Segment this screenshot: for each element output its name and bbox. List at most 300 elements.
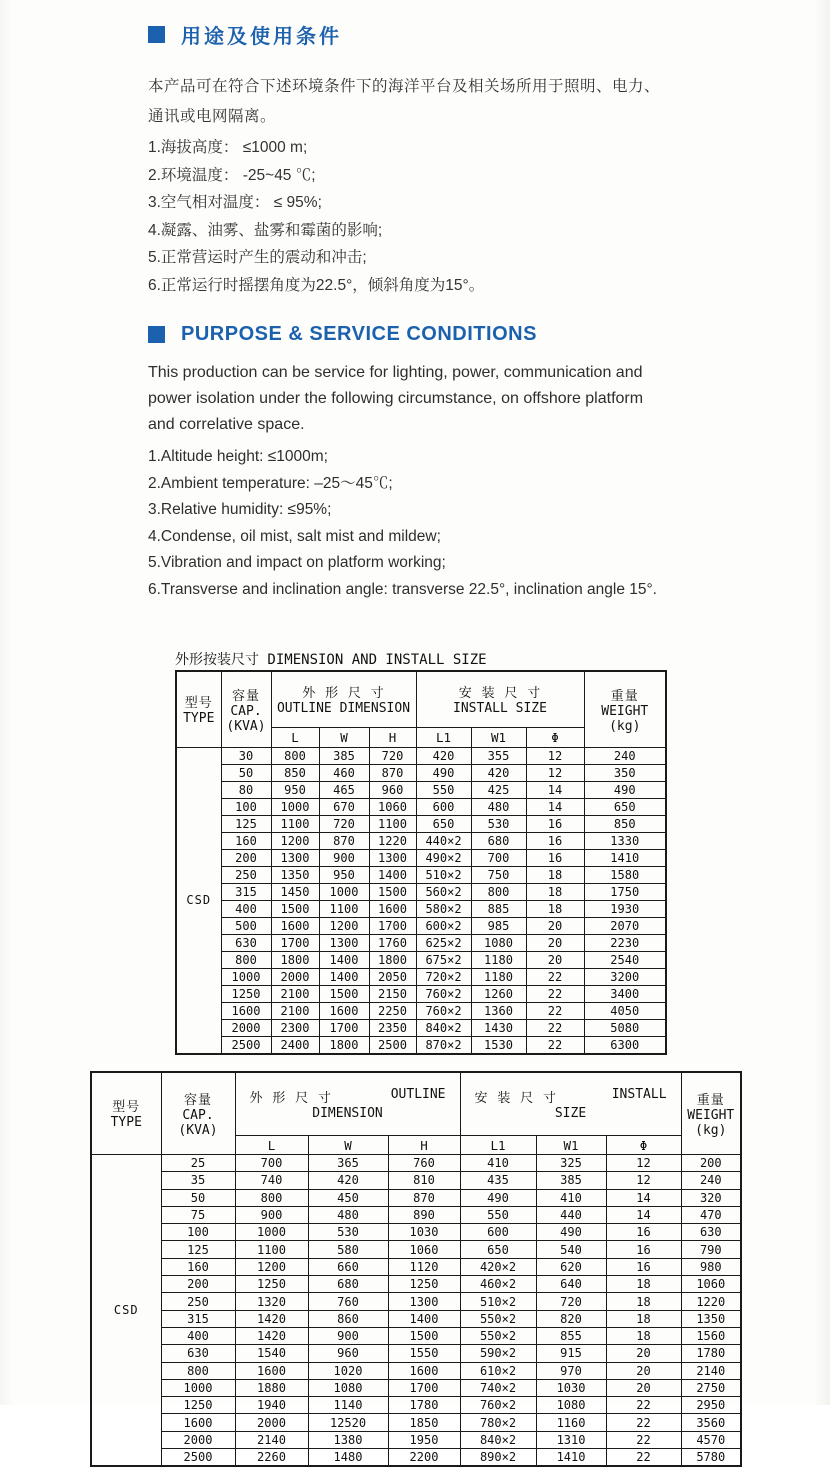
condition-item: 3.空气相对温度： ≤ 95%; bbox=[148, 189, 728, 217]
header-text: CAP. bbox=[162, 1108, 235, 1123]
cell: 22 bbox=[606, 1431, 681, 1448]
cell: 890 bbox=[388, 1206, 460, 1223]
cell: 900 bbox=[319, 849, 369, 866]
cell: 980 bbox=[681, 1258, 741, 1275]
cell: 1200 bbox=[235, 1258, 308, 1275]
cell: 600×2 bbox=[416, 917, 471, 934]
cell: 1000 bbox=[235, 1224, 308, 1241]
cell: 1600 bbox=[235, 1362, 308, 1379]
cell: 950 bbox=[319, 866, 369, 883]
cell: 1080 bbox=[308, 1379, 388, 1396]
header-text: (kg) bbox=[682, 1123, 741, 1138]
cell: 760×2 bbox=[416, 1002, 471, 1019]
cell: 1750 bbox=[584, 883, 666, 900]
cell: 1600 bbox=[319, 1002, 369, 1019]
cell: 50 bbox=[221, 764, 271, 781]
cell: 1220 bbox=[369, 832, 416, 849]
cell: 2070 bbox=[584, 917, 666, 934]
cell: 125 bbox=[161, 1241, 235, 1258]
cell: 3400 bbox=[584, 985, 666, 1002]
cell: 580×2 bbox=[416, 900, 471, 917]
table-row bbox=[176, 934, 666, 951]
cell: 2260 bbox=[235, 1449, 308, 1467]
cell: 1020 bbox=[308, 1362, 388, 1379]
cell: 14 bbox=[606, 1206, 681, 1223]
cell: 760 bbox=[308, 1293, 388, 1310]
header-text: WEIGHT bbox=[682, 1108, 741, 1123]
type-cell: CSD bbox=[176, 747, 221, 1054]
cell: 870 bbox=[388, 1189, 460, 1206]
cell: 800 bbox=[161, 1362, 235, 1379]
col-header-capacity bbox=[221, 671, 271, 747]
cell: 14 bbox=[526, 781, 584, 798]
cell: 800 bbox=[471, 883, 526, 900]
cell: 2140 bbox=[235, 1431, 308, 1448]
cell: 1350 bbox=[681, 1310, 741, 1327]
cell: 1500 bbox=[369, 883, 416, 900]
cell: 18 bbox=[526, 883, 584, 900]
cell: 1060 bbox=[388, 1241, 460, 1258]
cell: 2140 bbox=[681, 1362, 741, 1379]
cell: 20 bbox=[526, 951, 584, 968]
cell: 780×2 bbox=[460, 1414, 536, 1431]
cell: 680 bbox=[471, 832, 526, 849]
cell: 800 bbox=[271, 747, 319, 764]
cell: 200 bbox=[221, 849, 271, 866]
cell: 30 bbox=[221, 747, 271, 764]
dimension-table-1 bbox=[175, 670, 667, 1055]
cell: 75 bbox=[161, 1206, 235, 1223]
cell: 250 bbox=[161, 1293, 235, 1310]
cell: 1500 bbox=[388, 1327, 460, 1344]
table-row bbox=[176, 1002, 666, 1019]
subcol-phi: Φ bbox=[606, 1136, 681, 1155]
cell: 1300 bbox=[319, 934, 369, 951]
cell: 460 bbox=[319, 764, 369, 781]
cell: 320 bbox=[681, 1189, 741, 1206]
cell: 720 bbox=[369, 747, 416, 764]
cell: 740×2 bbox=[460, 1379, 536, 1396]
cell: 500 bbox=[221, 917, 271, 934]
cell: 2000 bbox=[235, 1414, 308, 1431]
cell: 1600 bbox=[161, 1414, 235, 1431]
cell: 560×2 bbox=[416, 883, 471, 900]
cell: 18 bbox=[606, 1310, 681, 1327]
cell: 870 bbox=[369, 764, 416, 781]
cell: 12 bbox=[606, 1172, 681, 1189]
table-row bbox=[176, 764, 666, 781]
table-row bbox=[176, 968, 666, 985]
cell: 810 bbox=[388, 1172, 460, 1189]
cell: 450 bbox=[308, 1189, 388, 1206]
cell: 1200 bbox=[271, 832, 319, 849]
cell: 1880 bbox=[235, 1379, 308, 1396]
cell: 2400 bbox=[271, 1036, 319, 1054]
cell: 440×2 bbox=[416, 832, 471, 849]
cell: 890×2 bbox=[460, 1449, 536, 1467]
cell: 425 bbox=[471, 781, 526, 798]
subcol-W1: W1 bbox=[471, 727, 526, 747]
table-row bbox=[91, 1241, 741, 1258]
cell: 960 bbox=[369, 781, 416, 798]
subcol-H: H bbox=[388, 1136, 460, 1155]
header-text: INSTALL bbox=[612, 1087, 667, 1106]
cell: 650 bbox=[460, 1241, 536, 1258]
cell: 25 bbox=[161, 1155, 235, 1172]
cell: 855 bbox=[536, 1327, 606, 1344]
header-text: 型号 bbox=[177, 692, 221, 711]
cell: 550×2 bbox=[460, 1327, 536, 1344]
header-text: 外 形 尺 寸 bbox=[272, 682, 416, 701]
cell: 1760 bbox=[369, 934, 416, 951]
cell: 385 bbox=[319, 747, 369, 764]
cell: 1250 bbox=[235, 1276, 308, 1293]
cell: 2540 bbox=[584, 951, 666, 968]
header-text: DIMENSION bbox=[236, 1106, 460, 1121]
cell: 1000 bbox=[161, 1379, 235, 1396]
cell: 1780 bbox=[388, 1397, 460, 1414]
cell: 490×2 bbox=[416, 849, 471, 866]
cell: 385 bbox=[536, 1172, 606, 1189]
cell: 2750 bbox=[681, 1379, 741, 1396]
cell: 12520 bbox=[308, 1414, 388, 1431]
cell: 650 bbox=[416, 815, 471, 832]
cell: 540 bbox=[536, 1241, 606, 1258]
cell: 490 bbox=[584, 781, 666, 798]
subcol-L1: L1 bbox=[460, 1136, 536, 1155]
cell: 740 bbox=[235, 1172, 308, 1189]
subcol-L: L bbox=[271, 727, 319, 747]
condition-item: 5.Vibration and impact on platform working; bbox=[148, 550, 728, 577]
cell: 20 bbox=[526, 917, 584, 934]
cell: 1000 bbox=[271, 798, 319, 815]
cell: 1220 bbox=[681, 1293, 741, 1310]
cell: 885 bbox=[471, 900, 526, 917]
cell: 490 bbox=[460, 1189, 536, 1206]
cell: 720 bbox=[536, 1293, 606, 1310]
header-text: 安 装 尺 寸 bbox=[417, 682, 584, 701]
cell: 860 bbox=[308, 1310, 388, 1327]
cell: 530 bbox=[471, 815, 526, 832]
cell: 1100 bbox=[319, 900, 369, 917]
cell: 22 bbox=[526, 968, 584, 985]
cell: 1400 bbox=[319, 968, 369, 985]
table1-header-row bbox=[176, 671, 666, 727]
header-text: 型号 bbox=[92, 1096, 161, 1115]
cell: 2050 bbox=[369, 968, 416, 985]
cell: 2000 bbox=[271, 968, 319, 985]
cell: 985 bbox=[471, 917, 526, 934]
cn-section-body bbox=[148, 72, 728, 299]
cell: 800 bbox=[235, 1189, 308, 1206]
cell: 700 bbox=[235, 1155, 308, 1172]
header-text: (kg) bbox=[585, 719, 666, 734]
cell: 2100 bbox=[271, 1002, 319, 1019]
cell: 1100 bbox=[369, 815, 416, 832]
subcol-L1: L1 bbox=[416, 727, 471, 747]
header-text: 重量 bbox=[682, 1089, 741, 1108]
cell: 160 bbox=[161, 1258, 235, 1275]
cell: 850 bbox=[584, 815, 666, 832]
cell: 660 bbox=[308, 1258, 388, 1275]
cell: 1500 bbox=[319, 985, 369, 1002]
cell: 100 bbox=[221, 798, 271, 815]
cell: 680 bbox=[308, 1276, 388, 1293]
cell: 250 bbox=[221, 866, 271, 883]
cell: 650 bbox=[584, 798, 666, 815]
table-row bbox=[91, 1362, 741, 1379]
cell: 1310 bbox=[536, 1431, 606, 1448]
cell: 1300 bbox=[271, 849, 319, 866]
header-text: OUTLINE DIMENSION bbox=[272, 701, 416, 716]
cell: 790 bbox=[681, 1241, 741, 1258]
header-text: 外 形 尺 寸 bbox=[250, 1087, 332, 1106]
cell: 1700 bbox=[319, 1019, 369, 1036]
cell: 440 bbox=[536, 1206, 606, 1223]
cell: 5780 bbox=[681, 1449, 741, 1467]
cell: 1380 bbox=[308, 1431, 388, 1448]
table-row bbox=[91, 1276, 741, 1293]
cell: 550 bbox=[460, 1206, 536, 1223]
cell: 355 bbox=[471, 747, 526, 764]
cell: 315 bbox=[161, 1310, 235, 1327]
cell: 470 bbox=[681, 1206, 741, 1223]
cell: 1800 bbox=[319, 1036, 369, 1054]
cell: 2300 bbox=[271, 1019, 319, 1036]
cell: 3560 bbox=[681, 1414, 741, 1431]
cell: 1250 bbox=[221, 985, 271, 1002]
cell: 600 bbox=[416, 798, 471, 815]
cell: 530 bbox=[308, 1224, 388, 1241]
table-row bbox=[176, 917, 666, 934]
cell: 2250 bbox=[369, 1002, 416, 1019]
condition-item: 2.Ambient temperature: –25～45℃; bbox=[148, 471, 728, 498]
table-row bbox=[91, 1293, 741, 1310]
subcol-W: W bbox=[308, 1136, 388, 1155]
header-text: TYPE bbox=[177, 711, 221, 726]
cell: 1060 bbox=[681, 1276, 741, 1293]
table-row bbox=[91, 1155, 741, 1172]
cell: 2000 bbox=[161, 1431, 235, 1448]
condition-item: 3.Relative humidity: ≤95%; bbox=[148, 497, 728, 524]
en-section-body bbox=[148, 360, 728, 603]
cell: 22 bbox=[526, 1036, 584, 1054]
en-section-title: PURPOSE & SERVICE CONDITIONS bbox=[181, 323, 537, 346]
table2-body bbox=[91, 1155, 741, 1467]
table1-body bbox=[176, 747, 666, 1054]
dimension-table-2 bbox=[90, 1071, 742, 1467]
table-row bbox=[176, 1019, 666, 1036]
cell: 16 bbox=[606, 1258, 681, 1275]
cell: 1250 bbox=[161, 1397, 235, 1414]
type-cell: CSD bbox=[91, 1155, 161, 1467]
cell: 240 bbox=[584, 747, 666, 764]
en-intro bbox=[148, 360, 728, 438]
cell: 1000 bbox=[221, 968, 271, 985]
en-intro-line: This production can be service for lighting, power, communication and bbox=[148, 360, 728, 386]
cell: 20 bbox=[606, 1379, 681, 1396]
cell: 510×2 bbox=[460, 1293, 536, 1310]
cell: 870×2 bbox=[416, 1036, 471, 1054]
header-text: (KVA) bbox=[162, 1123, 235, 1138]
cell: 400 bbox=[161, 1327, 235, 1344]
cell: 1180 bbox=[471, 968, 526, 985]
cell: 365 bbox=[308, 1155, 388, 1172]
cn-condition-list bbox=[148, 134, 728, 299]
cell: 2150 bbox=[369, 985, 416, 1002]
cn-section-header bbox=[148, 20, 830, 49]
cell: 22 bbox=[606, 1397, 681, 1414]
cell: 22 bbox=[606, 1414, 681, 1431]
table-row bbox=[176, 900, 666, 917]
cell: 22 bbox=[526, 985, 584, 1002]
cell: 1410 bbox=[536, 1449, 606, 1467]
table-row bbox=[91, 1310, 741, 1327]
cell: 1940 bbox=[235, 1397, 308, 1414]
cell: 820 bbox=[536, 1310, 606, 1327]
cell: 1950 bbox=[388, 1431, 460, 1448]
cell: 490 bbox=[416, 764, 471, 781]
cell: 720 bbox=[319, 815, 369, 832]
cell: 1480 bbox=[308, 1449, 388, 1467]
cell: 6300 bbox=[584, 1036, 666, 1054]
cell: 1600 bbox=[369, 900, 416, 917]
cell: 590×2 bbox=[460, 1345, 536, 1362]
table1-title: 外形按装尺寸 DIMENSION AND INSTALL SIZE bbox=[175, 649, 665, 670]
header-text: 安 装 尺 寸 bbox=[475, 1087, 557, 1106]
cell: 14 bbox=[526, 798, 584, 815]
table-row bbox=[91, 1189, 741, 1206]
cell: 700 bbox=[471, 849, 526, 866]
cell: 1450 bbox=[271, 883, 319, 900]
col-header-capacity bbox=[161, 1072, 235, 1155]
cell: 1600 bbox=[271, 917, 319, 934]
header-text: INSTALL SIZE bbox=[417, 701, 584, 716]
cell: 1030 bbox=[536, 1379, 606, 1396]
subcol-L: L bbox=[235, 1136, 308, 1155]
cell: 350 bbox=[584, 764, 666, 781]
table-row bbox=[91, 1379, 741, 1396]
cell: 50 bbox=[161, 1189, 235, 1206]
subcol-H: H bbox=[369, 727, 416, 747]
condition-item: 1.Altitude height: ≤1000m; bbox=[148, 444, 728, 471]
table-row bbox=[91, 1431, 741, 1448]
table-row bbox=[176, 985, 666, 1002]
cell: 2200 bbox=[388, 1449, 460, 1467]
cell: 1800 bbox=[271, 951, 319, 968]
cell: 20 bbox=[606, 1345, 681, 1362]
table-row bbox=[91, 1327, 741, 1344]
section-marker-icon bbox=[148, 326, 165, 343]
cell: 1300 bbox=[388, 1293, 460, 1310]
cell: 1000 bbox=[319, 883, 369, 900]
cell: 840×2 bbox=[416, 1019, 471, 1036]
table-row bbox=[176, 798, 666, 815]
cell: 35 bbox=[161, 1172, 235, 1189]
cell: 1550 bbox=[388, 1345, 460, 1362]
col-header-install bbox=[460, 1072, 681, 1136]
cell: 1530 bbox=[471, 1036, 526, 1054]
table2-header-row bbox=[91, 1072, 741, 1136]
col-header-type bbox=[176, 671, 221, 747]
cell: 22 bbox=[606, 1449, 681, 1467]
cell: 16 bbox=[606, 1224, 681, 1241]
cell: 5080 bbox=[584, 1019, 666, 1036]
cell: 18 bbox=[526, 866, 584, 883]
cell: 900 bbox=[235, 1206, 308, 1223]
cell: 1120 bbox=[388, 1258, 460, 1275]
cell: 1300 bbox=[369, 849, 416, 866]
en-section-header bbox=[148, 323, 830, 346]
cell: 600 bbox=[460, 1224, 536, 1241]
subcol-phi: Φ bbox=[526, 727, 584, 747]
cell: 14 bbox=[606, 1189, 681, 1206]
cell: 4050 bbox=[584, 1002, 666, 1019]
cell: 16 bbox=[526, 849, 584, 866]
table-row bbox=[176, 951, 666, 968]
cell: 675×2 bbox=[416, 951, 471, 968]
cell: 22 bbox=[526, 1002, 584, 1019]
cell: 315 bbox=[221, 883, 271, 900]
cell: 1250 bbox=[388, 1276, 460, 1293]
cell: 200 bbox=[161, 1276, 235, 1293]
cell: 22 bbox=[526, 1019, 584, 1036]
cell: 960 bbox=[308, 1345, 388, 1362]
col-header-weight bbox=[681, 1072, 741, 1155]
col-header-type bbox=[91, 1072, 161, 1155]
cell: 1350 bbox=[271, 866, 319, 883]
cell: 325 bbox=[536, 1155, 606, 1172]
cell: 900 bbox=[308, 1327, 388, 1344]
table-row bbox=[176, 849, 666, 866]
cell: 435 bbox=[460, 1172, 536, 1189]
cell: 2230 bbox=[584, 934, 666, 951]
cell: 100 bbox=[161, 1224, 235, 1241]
table-row bbox=[176, 866, 666, 883]
header-text: 容量 bbox=[162, 1089, 235, 1108]
cell: 760 bbox=[388, 1155, 460, 1172]
cell: 460×2 bbox=[460, 1276, 536, 1293]
cell: 3200 bbox=[584, 968, 666, 985]
cell: 125 bbox=[221, 815, 271, 832]
cell: 240 bbox=[681, 1172, 741, 1189]
en-condition-list bbox=[148, 444, 728, 603]
cell: 1100 bbox=[235, 1241, 308, 1258]
table-row bbox=[176, 1036, 666, 1054]
cell: 20 bbox=[606, 1362, 681, 1379]
cell: 2500 bbox=[221, 1036, 271, 1054]
col-header-install bbox=[416, 671, 584, 727]
cell: 630 bbox=[681, 1224, 741, 1241]
header-text: CAP. bbox=[222, 704, 271, 719]
condition-item: 2.环境温度： -25~45 ℃; bbox=[148, 162, 728, 190]
cell: 16 bbox=[526, 832, 584, 849]
cell: 400 bbox=[221, 900, 271, 917]
cell: 410 bbox=[460, 1155, 536, 1172]
cell: 1080 bbox=[471, 934, 526, 951]
cn-intro-line: 通讯或电网隔离。 bbox=[148, 102, 728, 132]
condition-item: 6.正常运行时摇摆角度为22.5°，倾斜角度为15°。 bbox=[148, 272, 728, 300]
cell: 1600 bbox=[388, 1362, 460, 1379]
cell: 640 bbox=[536, 1276, 606, 1293]
header-text: (KVA) bbox=[222, 719, 271, 734]
cell: 1400 bbox=[369, 866, 416, 883]
condition-item: 4.Condense, oil mist, salt mist and mildew; bbox=[148, 524, 728, 551]
cell: 1930 bbox=[584, 900, 666, 917]
dimension-table-1-block bbox=[175, 649, 665, 1055]
table-row bbox=[176, 781, 666, 798]
condition-item: 5.正常营运时产生的震动和冲击; bbox=[148, 244, 728, 272]
